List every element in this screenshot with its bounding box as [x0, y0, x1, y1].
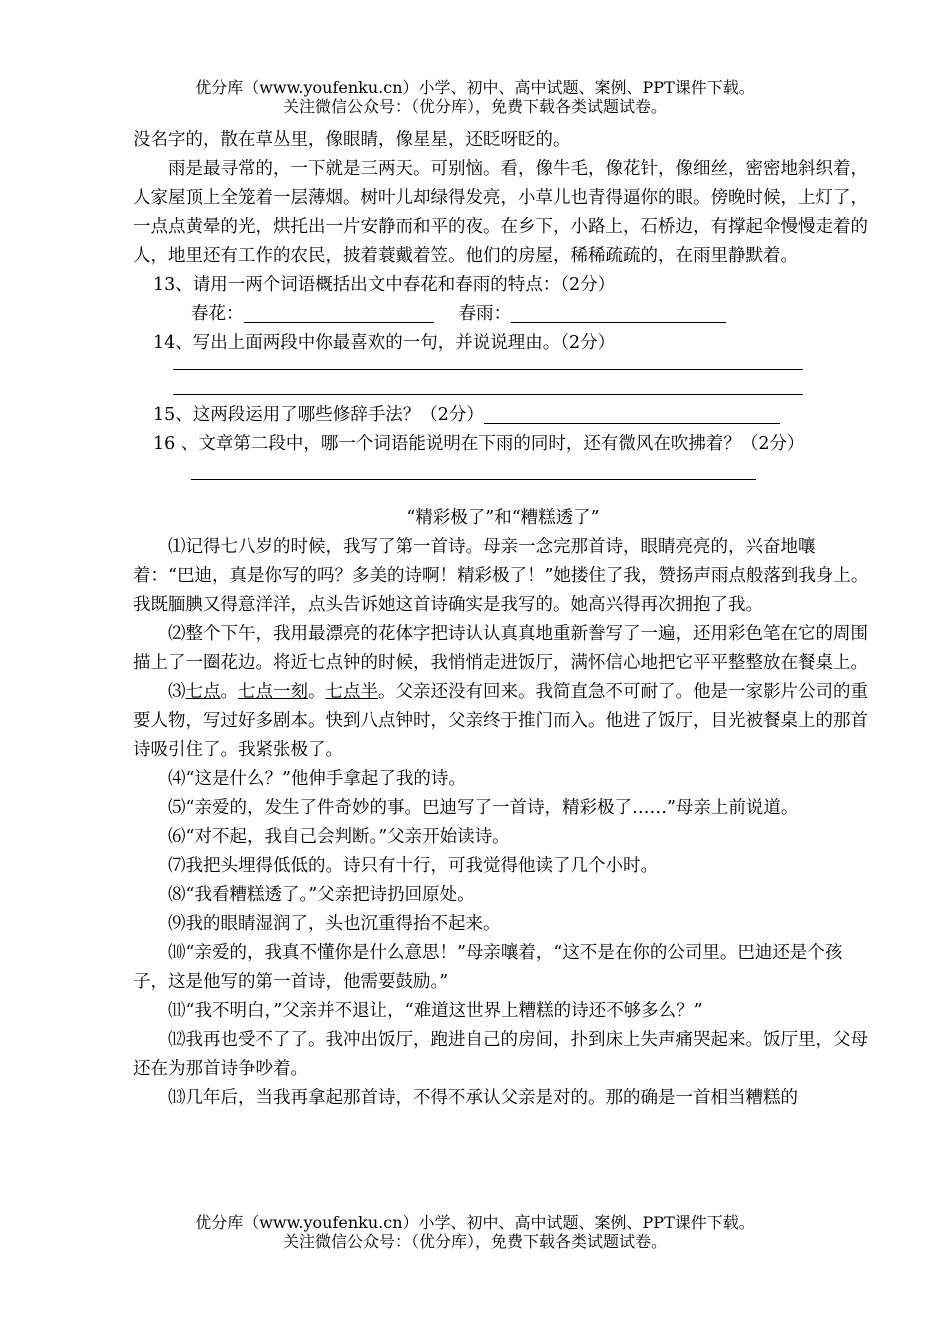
q13-flower-label: 春花：	[191, 304, 244, 324]
passage2-p13: ⒀几年后，当我再拿起那首诗，不得不承认父亲是对的。那的确是一首相当糟糕的	[168, 1088, 798, 1108]
p3-sep-2: 。	[308, 682, 326, 702]
p3-underline-3: 七点半	[325, 682, 378, 702]
q15-answer-blank[interactable]	[484, 403, 780, 424]
p3-rest: 。父亲还没有回来。我简直急不可耐了。他是一家影片公司的重要人物，写过好多剧本。快到八点钟时，父亲终于推门而入。他进了饭厅，目光被餐桌上的那首诗吸引住了。我紧张极了。	[133, 682, 868, 760]
footer-line-1: 优分库（www.youfenku.cn）小学、初中、高中试题、案例、PPT课件下载。	[195, 1213, 755, 1232]
p3-sep-1: 。	[220, 682, 238, 702]
page-header	[0, 78, 950, 116]
passage2-title: “精彩极了”和“糟糕透了”	[406, 508, 600, 528]
passage2-p4: ⑷“这是什么？”他伸手拿起了我的诗。	[168, 769, 466, 789]
passage2-p11: ⑾“我不明白，”父亲并不退让，“难道这世界上糟糕的诗还不够多么？”	[168, 1001, 703, 1021]
q13-rain-blank[interactable]	[511, 302, 726, 323]
p3-underline-1: 七点	[185, 682, 221, 702]
page-content	[133, 126, 873, 1113]
passage2-p1: ⑴记得七八岁的时候，我写了第一首诗。母亲一念完那首诗，眼睛亮亮的，兴奋地嚷着：“巴迪，真是你写的吗？多美的诗啊！精彩极了！”她搂住了我，赞扬声雨点般落到我身上。我既腼腆又得意洋洋，点头告诉她这首诗确实是我写的。她高兴得再次拥抱了我。	[133, 537, 869, 615]
question-15	[133, 401, 873, 430]
header-line-2: 关注微信公众号：（优分库），免费下载各类试题试卷。	[282, 97, 667, 116]
header-line-1: 优分库（www.youfenku.cn）小学、初中、高中试题、案例、PPT课件下载。	[195, 78, 755, 97]
p3-number: ⑶	[168, 682, 186, 702]
question-14: 14、写出上面两段中你最喜欢的一句，并说说理由。（2分）	[153, 333, 616, 353]
passage1-p1: 雨是最寻常的，一下就是三两天。可别恼。看，像牛毛，像花针，像细丝，密密地斜织着，人家屋顶上全笼着一层薄烟。树叶儿却绿得发亮，小草儿也青得逼你的眼。傍晚时候，上灯了，一点点黄晕的光，烘托出一片安静而和平的夜。在乡下，小路上，石桥边，有撑起伞慢慢走着的人，地里还有工作的农民，披着蓑戴着笠。他们的房屋，稀稀疏疏的，在雨里静默着。	[133, 159, 868, 266]
question-13: 13、请用一两个词语概括出文中春花和春雨的特点：（2分）	[153, 275, 616, 295]
passage2-p7: ⑺我把头埋得低低的。诗只有十行，可我觉得他读了几个小时。	[168, 856, 658, 876]
question-15-text: 15、这两段运用了哪些修辞手法？（2分）	[153, 405, 484, 425]
passage2-p5: ⑸“亲爱的，发生了件奇妙的事。巴迪写了一首诗，精彩极了……”母亲上前说道。	[168, 798, 799, 818]
footer-line-2: 关注微信公众号：（优分库），免费下载各类试题试卷。	[282, 1232, 667, 1251]
passage1-p0: 没名字的，散在草丛里，像眼睛，像星星，还眨呀眨的。	[133, 130, 571, 150]
passage2-p6: ⑹“对不起，我自己会判断。”父亲开始读诗。	[168, 827, 510, 847]
passage2-p12: ⑿我再也受不了了。我冲出饭厅，跑进自己的房间，扑到床上失声痛哭起来。饭厅里，父母还在为那首诗争吵着。	[133, 1030, 868, 1079]
page-footer	[0, 1213, 950, 1251]
passage2-p10: ⑽“亲爱的，我真不懂你是什么意思！”母亲嚷着，“这不是在你的公司里。巴迪还是个孩子，这是他写的第一首诗，他需要鼓励。”	[133, 943, 843, 992]
passage2-p3	[133, 678, 873, 765]
q13-rain-label: 春雨：	[458, 304, 512, 324]
passage2-p8: ⑻“我看糟糕透了。”父亲把诗扔回原处。	[168, 885, 475, 905]
question-13-answers	[133, 300, 873, 329]
passage2-p9: ⑼我的眼睛湿润了，头也沉重得抬不起来。	[168, 914, 501, 934]
q13-flower-blank[interactable]	[244, 302, 434, 323]
p3-underline-2: 七点一刻	[238, 682, 308, 702]
passage2-p2: ⑵整个下午，我用最漂亮的花体字把诗认认真真地重新誊写了一遍，还用彩色笔在它的周围描上了一圈花边。将近七点钟的时候，我悄悄走进饭厅，满怀信心地把它平平整整放在餐桌上。	[133, 624, 868, 673]
question-16: 16 、文章第二段中，哪一个词语能说明在下雨的同时，还有微风在吹拂着？（2分）	[153, 434, 805, 454]
